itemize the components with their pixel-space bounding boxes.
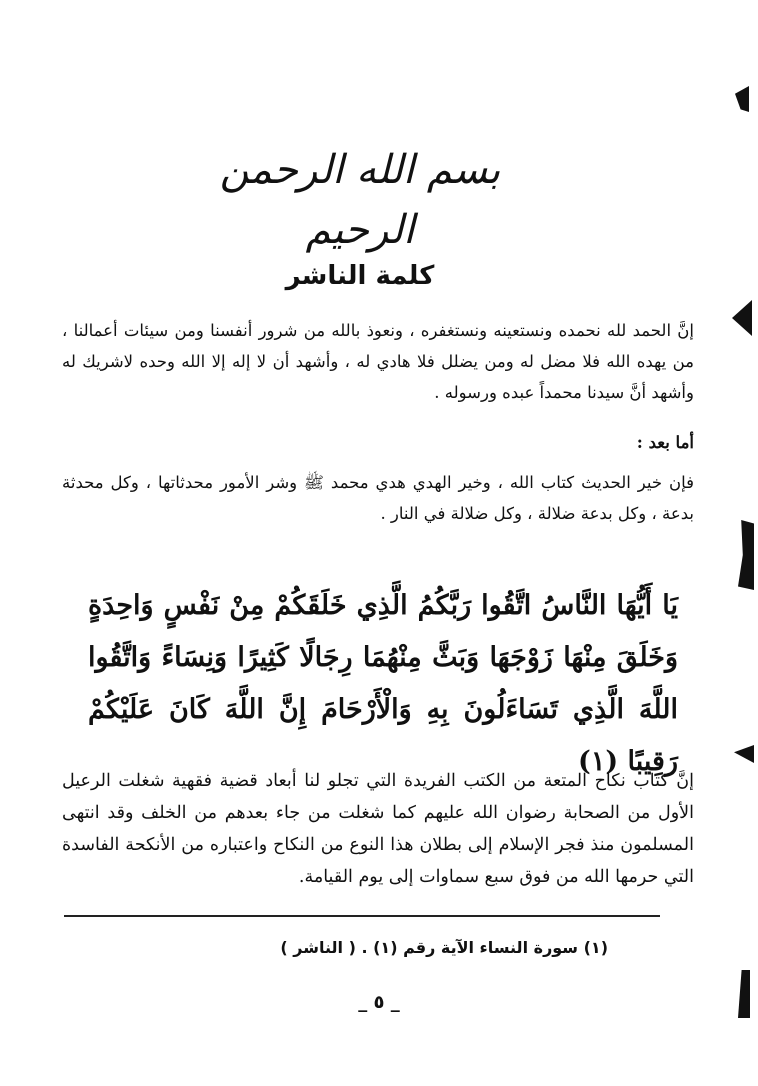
amma-bad-line: أما بعد : — [636, 433, 694, 452]
quran-verse: يَا أَيُّهَا النَّاسُ اتَّقُوا رَبَّكُمُ الَّذِي خَلَقَكُمْ مِنْ نَفْسٍ وَاحِدَةٍ وَخَلَقَ مِنْهَا زَوْجَهَا وَبَثَّ مِنْهُمَا رِجَالًا كَثِيرًا وَنِسَاءً وَاتَّقُوا اللَّهَ الَّذِي تَسَاءَلُونَ بِهِ وَالْأَرْحَامَ إِنَّ اللَّهَ كَانَ عَلَيْكُمْ رَقِيبًا (١) — [88, 590, 678, 777]
footnote-divider — [64, 915, 660, 917]
page-number: _ ٥ _ — [358, 992, 400, 1013]
intro-paragraph: إنَّ كتاب نكاح المتعة من الكتب الفريدة التي تجلو لنا أبعاد قضية فقهية شغلت الرعيل الأول من الصحابة رضوان الله عليهم كما شغلت من جاء بعدهم من الخلف وقد انتهى المسلمون منذ فجر الإسلام إلى بطلان هذا النوع من النكاح واعتباره من الأنكحة الفاسدة التي حرمها الله من فوق سبع سماوات إلى يوم القيامة. — [62, 771, 694, 887]
scan-edge-mark — [732, 300, 752, 336]
page-title: كلمة الناشر — [285, 261, 435, 291]
opening-paragraph: إنَّ الحمد لله نحمده ونستعينه ونستغفره ، ونعوذ بالله من شرور أنفسنا ومن سيئات أعمالنا ، من يهده الله فلا مضل له ومن يضلل فلا هادي له ، وأشهد أن لا إله إلا الله وحده لاشريك له وأشهد أنَّ سيدنا محمداً عبده ورسوله . — [62, 321, 694, 402]
scan-edge-mark — [734, 745, 754, 763]
scan-edge-mark — [738, 970, 750, 1018]
hadith-paragraph: فإن خير الحديث كتاب الله ، وخير الهدي هدي محمد ﷺ وشر الأمور محدثاتها ، وكل محدثة بدعة ، وكل بدعة ضلالة ، وكل ضلالة في النار . — [62, 473, 694, 523]
scan-edge-mark — [738, 520, 754, 590]
basmala-heading: بسم الله الرحمن الرحيم — [219, 147, 501, 253]
footnote: (١) سورة النساء الآية رقم (١) . ( الناشر ) — [280, 938, 608, 957]
scan-edge-mark — [735, 86, 749, 112]
